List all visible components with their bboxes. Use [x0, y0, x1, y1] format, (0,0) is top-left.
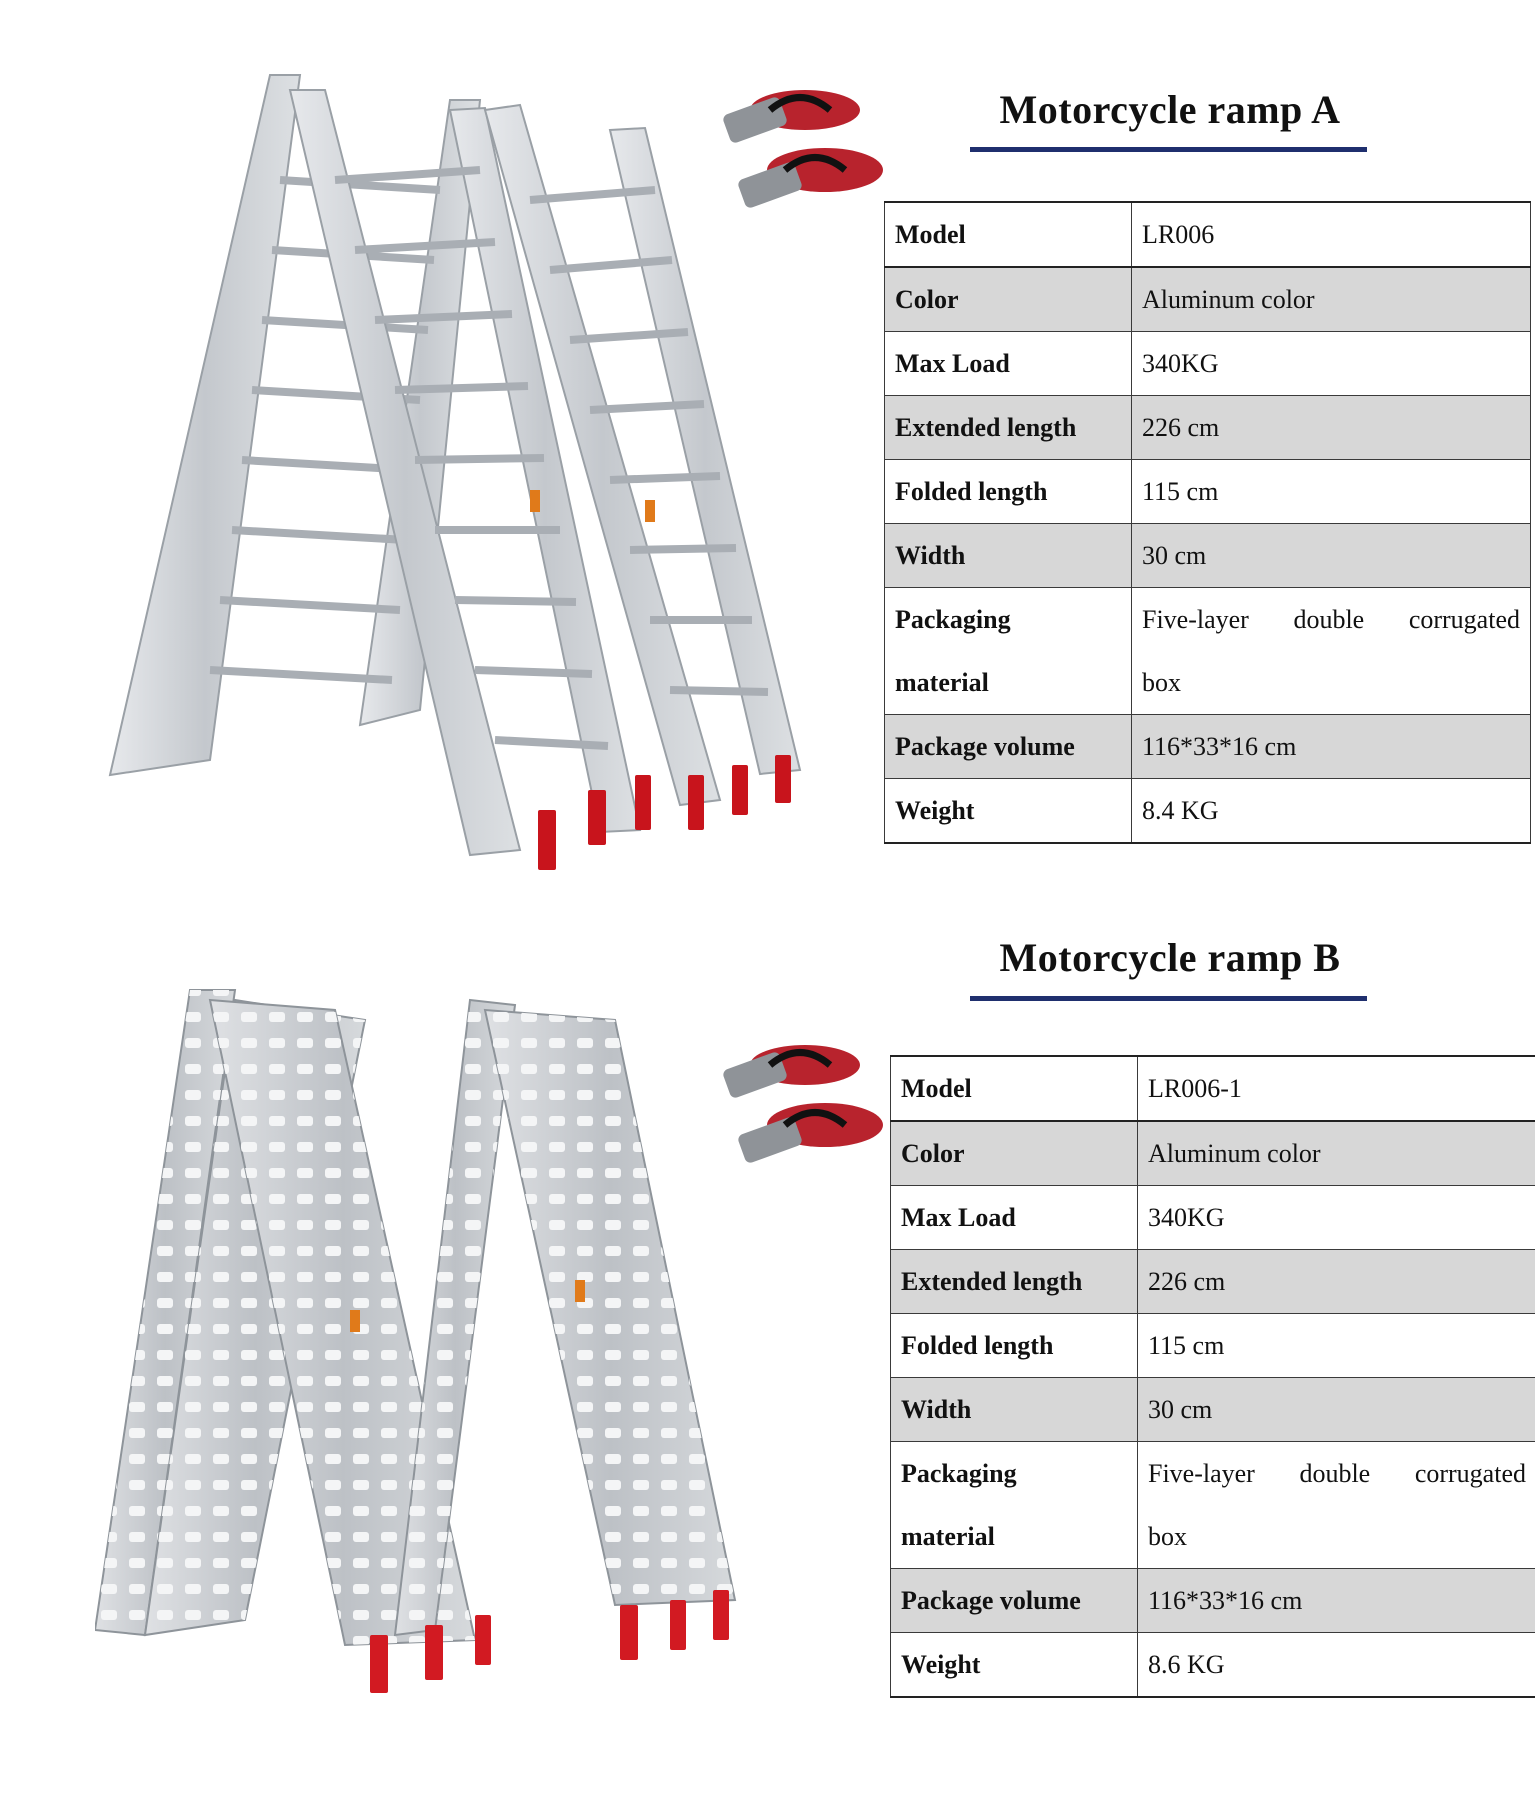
spec-value: 116*33*16 cm: [1138, 1569, 1535, 1633]
spec-row-width: [885, 524, 1531, 588]
product-section-a: [0, 0, 1535, 900]
spec-label: Weight: [885, 779, 1132, 844]
spec-row-model: [885, 202, 1531, 267]
spec-value: LR006: [1132, 202, 1531, 267]
spec-label: Max Load: [885, 332, 1132, 396]
spec-label-line: material: [901, 1522, 995, 1551]
spec-value: 340KG: [1138, 1186, 1535, 1250]
spec-value-word: Five-layer: [1148, 1459, 1255, 1488]
spec-value-line: box: [1148, 1522, 1187, 1551]
spec-label: [885, 588, 1132, 715]
spec-row-folded-length: [891, 1314, 1535, 1378]
spec-value-word: Five-layer: [1142, 605, 1249, 634]
spec-row-max-load: [885, 332, 1531, 396]
spec-value: 115 cm: [1132, 460, 1531, 524]
spec-label: [891, 1442, 1138, 1569]
spec-label: Package volume: [891, 1569, 1138, 1633]
perforated-ramp-image: [95, 980, 815, 1710]
spec-label: Color: [891, 1121, 1138, 1186]
spec-row-extended-length: [891, 1250, 1535, 1314]
spec-row-color: [891, 1121, 1535, 1186]
spec-label: Weight: [891, 1633, 1138, 1698]
tie-down-straps-image: [715, 1030, 895, 1195]
spec-row-weight: [891, 1633, 1535, 1698]
spec-row-max-load: [891, 1186, 1535, 1250]
spec-row-package-volume: [891, 1569, 1535, 1633]
spec-value: 8.4 KG: [1132, 779, 1531, 844]
product-title: Motorcycle ramp A: [999, 87, 1341, 132]
spec-label: Extended length: [891, 1250, 1138, 1314]
spec-value: 30 cm: [1138, 1378, 1535, 1442]
spec-value: 226 cm: [1138, 1250, 1535, 1314]
spec-value: [1132, 588, 1531, 715]
spec-label: Folded length: [891, 1314, 1138, 1378]
spec-value-line: [1148, 1442, 1526, 1505]
spec-value-word: double: [1299, 1459, 1371, 1488]
spec-row-color: [885, 267, 1531, 332]
spec-value-word: corrugated: [1414, 1459, 1526, 1488]
spec-row-width: [891, 1378, 1535, 1442]
spec-value: Aluminum color: [1138, 1121, 1535, 1186]
tie-down-straps-image: [715, 75, 895, 240]
spec-value-word: double: [1293, 605, 1365, 634]
spec-label: Model: [885, 202, 1132, 267]
spec-label: Width: [885, 524, 1132, 588]
product-title: Motorcycle ramp B: [999, 935, 1341, 980]
spec-label-line: Packaging: [901, 1459, 1017, 1488]
spec-value: 226 cm: [1132, 396, 1531, 460]
spec-table: [884, 201, 1531, 844]
spec-value: 340KG: [1132, 332, 1531, 396]
spec-value: 115 cm: [1138, 1314, 1535, 1378]
spec-row-folded-length: [885, 460, 1531, 524]
spec-table: [890, 1055, 1535, 1698]
spec-value: 8.6 KG: [1138, 1633, 1535, 1698]
product-section-b: [0, 900, 1535, 1803]
title-underline: [970, 996, 1367, 1001]
title-underline: [970, 147, 1367, 152]
spec-value: 30 cm: [1132, 524, 1531, 588]
spec-value: Aluminum color: [1132, 267, 1531, 332]
spec-value-line: box: [1142, 668, 1181, 697]
spec-label: Color: [885, 267, 1132, 332]
spec-label: Max Load: [891, 1186, 1138, 1250]
spec-label: Package volume: [885, 715, 1132, 779]
spec-label: Folded length: [885, 460, 1132, 524]
spec-row-weight: [885, 779, 1531, 844]
spec-row-package-volume: [885, 715, 1531, 779]
spec-value-line: [1142, 588, 1520, 651]
spec-row-packaging-material: [891, 1442, 1535, 1569]
spec-row-packaging-material: [885, 588, 1531, 715]
spec-row-extended-length: [885, 396, 1531, 460]
spec-label: Width: [891, 1378, 1138, 1442]
spec-label: Extended length: [885, 396, 1132, 460]
spec-value: LR006-1: [1138, 1056, 1535, 1121]
spec-row-model: [891, 1056, 1535, 1121]
spec-label-line: Packaging: [895, 605, 1011, 634]
spec-label-line: material: [895, 668, 989, 697]
spec-value: 116*33*16 cm: [1132, 715, 1531, 779]
spec-label: Model: [891, 1056, 1138, 1121]
spec-value: [1138, 1442, 1535, 1569]
ladder-ramp-image: [100, 60, 820, 900]
spec-value-word: corrugated: [1408, 605, 1520, 634]
